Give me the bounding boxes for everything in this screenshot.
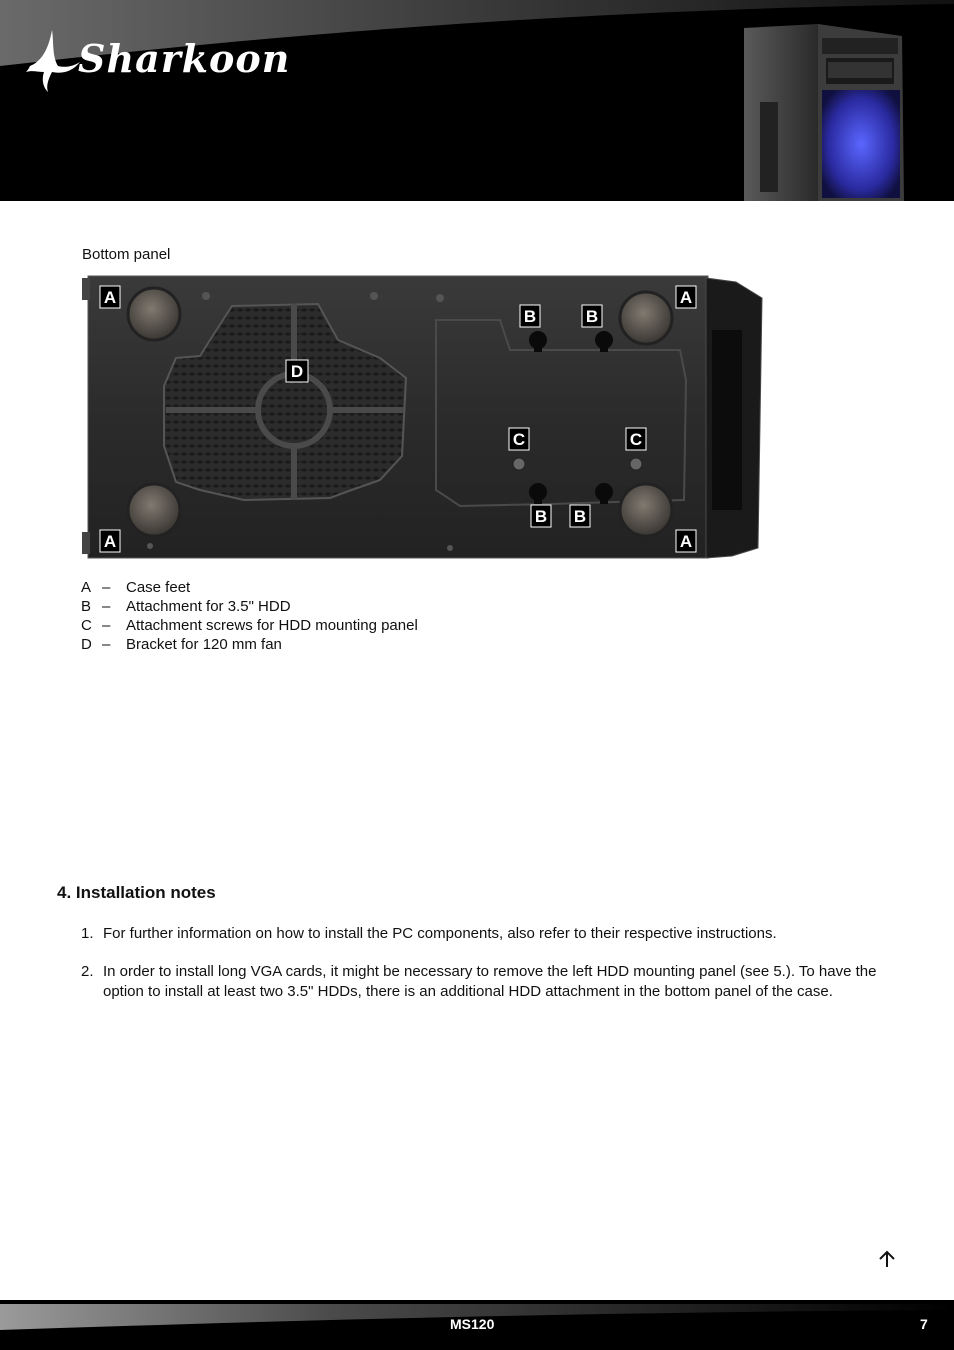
page-footer	[0, 1300, 954, 1350]
svg-text:A: A	[679, 532, 693, 551]
bottom-panel-figure	[80, 270, 764, 562]
legend-letter: D	[81, 636, 92, 653]
legend-letter: A	[81, 579, 92, 596]
callout-label-c	[626, 428, 646, 450]
callout-label-a	[100, 530, 120, 552]
svg-text:A: A	[103, 288, 117, 307]
legend-text: Case feet	[126, 579, 191, 596]
svg-text:D: D	[290, 362, 304, 381]
callout-label-c	[509, 428, 529, 450]
legend-text: Bracket for 120 mm fan	[126, 636, 282, 653]
callout-label-a	[676, 530, 696, 552]
svg-text:B: B	[523, 307, 537, 326]
svg-text:C: C	[512, 430, 526, 449]
footer-model-name: MS120	[450, 1316, 495, 1332]
svg-text:A: A	[103, 532, 117, 551]
figure-legend	[81, 578, 418, 654]
legend-text: Attachment screws for HDD mounting panel	[126, 617, 418, 634]
brand-logo	[22, 22, 291, 94]
callout-label-b	[531, 505, 551, 527]
legend-text: Attachment for 3.5" HDD	[126, 598, 291, 615]
legend-dash: –	[102, 598, 111, 615]
legend-dash: –	[102, 636, 111, 653]
svg-text:A: A	[679, 288, 693, 307]
installation-note	[81, 924, 901, 944]
callout-label-b	[582, 305, 602, 327]
callout-label-d	[286, 360, 308, 382]
page-header	[0, 0, 954, 201]
svg-text:B: B	[534, 507, 548, 526]
legend-letter: C	[81, 617, 92, 634]
figure-caption: Bottom panel	[82, 246, 171, 263]
legend-dash: –	[102, 617, 111, 634]
legend-item	[81, 578, 418, 597]
brand-name: Sharkoon	[78, 36, 291, 81]
legend-item	[81, 597, 418, 616]
note-number: 2.	[81, 963, 94, 980]
page-number: 7	[920, 1316, 928, 1332]
callout-label-a	[100, 286, 120, 308]
svg-text:B: B	[585, 307, 599, 326]
pc-case-product-image	[740, 22, 908, 201]
callout-label-b	[570, 505, 590, 527]
note-text: For further information on how to install the PC components, also refer to their respective instructions.	[103, 925, 777, 942]
installation-note	[81, 962, 901, 1002]
svg-text:C: C	[629, 430, 643, 449]
svg-text:B: B	[573, 507, 587, 526]
up-arrow-icon[interactable]	[876, 1248, 898, 1270]
note-number: 1.	[81, 925, 94, 942]
legend-letter: B	[81, 598, 92, 615]
callout-label-b	[520, 305, 540, 327]
callout-label-a	[676, 286, 696, 308]
legend-item	[81, 616, 418, 635]
legend-dash: –	[102, 579, 111, 596]
section-title: 4. Installation notes	[57, 883, 216, 902]
note-text: In order to install long VGA cards, it might be necessary to remove the left HDD mounting panel (see 5.). To have the option to install at least two 3.5" HDDs, there is an additional HDD attachment in the bottom panel of the case.	[103, 963, 877, 1000]
shark-fin-logo-icon	[22, 22, 82, 94]
legend-item	[81, 635, 418, 654]
